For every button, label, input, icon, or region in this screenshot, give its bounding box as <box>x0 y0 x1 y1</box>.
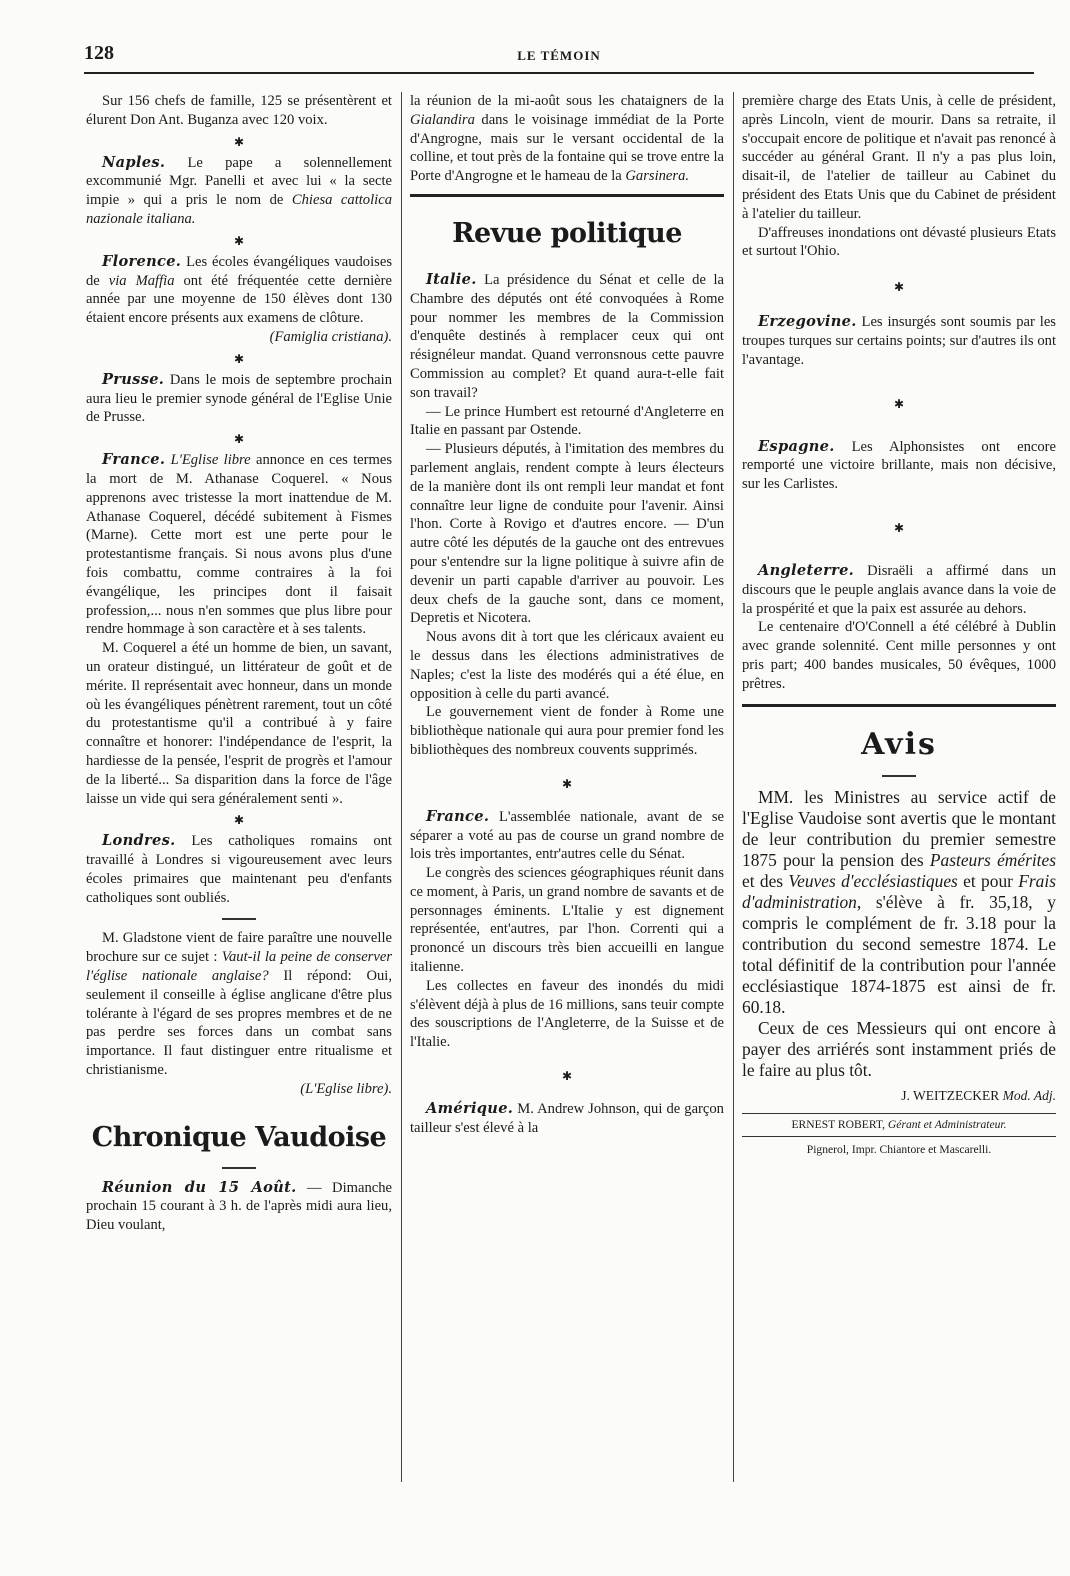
page-number: 128 <box>84 42 114 64</box>
separator-star: ✱ <box>233 813 245 828</box>
paragraph <box>742 787 1056 1018</box>
gerant-line <box>742 1113 1056 1136</box>
paragraph: Le congrès des sciences géographiques réunit dans ce moment, à Paris, un grand nombre de savants et de personnages éminents. L'Italie y est dignement représentée, ent'autres, par l'hon. Correnti qui a prononcé un discours très bien accueilli en langue italienne. <box>410 865 724 976</box>
news-item-londres <box>86 832 392 907</box>
text-italic: Garsinera. <box>625 168 690 185</box>
text-italic: Vaut-il la peine de conserver l'église nationale anglaise? <box>86 949 392 985</box>
paragraph: première charge des Etats Unis, à celle de président, après Lincoln, vient de mourir. Dans sa retraite, il s'occupait encore de politique et n'avait pas renoncé à succéder au général Grant. Il n'y a pas plus loin, disait-il, de l'atelier de tailleur au Cabinet du président des Etats Unis que du Cabinet de président à l'atelier du tailleur. <box>742 93 1056 222</box>
source-citation: (Famiglia cristiana). <box>269 328 392 345</box>
paragraph: D'affreuses inondations ont dévasté plusieurs Etats et surtout l'Ohio. <box>742 224 1056 260</box>
news-item-erzegovine <box>742 313 1056 369</box>
news-item-florence <box>86 253 392 328</box>
text: Les catholiques romains ont travaillé à Londres si vigoureusement avec leurs écoles primaires que maintenant peu d'enfants catholiques sont oubliés. <box>86 833 392 906</box>
rubric: Londres. <box>102 832 176 850</box>
column-3 <box>742 92 1056 1159</box>
separator-dash <box>742 769 1056 783</box>
separator-star: ✱ <box>561 776 573 791</box>
column-2 <box>410 92 724 1138</box>
signature-name: J. WEITZECKER <box>901 1087 1000 1103</box>
separator-star: ✱ <box>893 280 905 295</box>
rubric: Florence. <box>102 252 182 270</box>
rubric: Prusse. <box>102 370 165 388</box>
separator-star: ✱ <box>233 351 245 366</box>
section-heading: Chronique Vaudoise <box>91 1121 387 1153</box>
paragraph: Sur 156 chefs de famille, 125 se présentèrent et élurent Don Ant. Buganza avec 120 voix. <box>86 93 392 128</box>
paragraph: — Plusieurs députés, à l'imitation des membres du parlement anglais, rendent compte à leurs électeurs de la manière dont ils ont rempli leur mandat et font connaître leur ligne de conduite pour l'avenir. Ainsi l'hon. Corte à Rovigo et d'autres encore. — D'un autre côté les députés de la gauche ont des entrevues pour s'entendre sur la ligne politique à suivre afin de devenir un parti capable d'arriver au pouvoir. Les deux chefs de la gauche sont, dans ce moment, Depretis et Nicotera. <box>410 441 724 627</box>
rubric: Espagne. <box>758 437 835 455</box>
text: M. Gladstone vient de faire paraître une nouvelle brochure sur ce sujet : <box>86 930 392 966</box>
text: annonce en ces termes la mort de M. Athanase Coquerel. « Nous apprenons avec tristesse la mort inattendue de M. Athanase Coquerel, décédé subitement à Fismes (Marne). Cette mort est une perte pour le protestantisme français. Si nous avons plus d'une fois combattu, comme contraires à la foi évangélique, les principes dont il faisait profession,... nous n'en sommes que plus libre pour rendre hommage à son caractère et à ses talents. <box>86 452 393 638</box>
text-italic: Pasteurs émérites <box>929 849 1056 870</box>
paragraph: Le centenaire d'O'Connell a été célébré à Dublin avec grande solennité. Cent mille personnes y ont pris part; 400 bandes musicales, 50 évêques, 1000 prêtres. <box>742 619 1056 692</box>
text-italic: Frais d'administration <box>742 870 1056 912</box>
text: Les Alphonsistes ont encore remporté une victoire brillante, mais non décisive, sur les Carlistes. <box>742 438 1056 493</box>
paragraph: — Le prince Humbert est retourné d'Angleterre en Italie en passant par Ostende. <box>410 403 724 439</box>
text: Disraëli a affirmé dans un discours que le peuple anglais avance dans la voie de la prospérité et que la paix est assurée au dehors. <box>742 562 1056 617</box>
printer-line: Pignerol, Impr. Chiantore et Mascarelli. <box>742 1136 1056 1159</box>
paragraph: Le gouvernement vient de fonder à Rome une bibliothèque nationale qui aura pour premier fond les bibliothèques des nombreux couvents supprimés. <box>410 704 724 758</box>
paragraph: M. Coquerel a été un homme de bien, un savant, un orateur distingué, un littérateur de goût et de mérite. Il représentait avec honneur, dans un monde où les évangéliques pénètrent rarement, tout un côté du protestantisme qu'il a contribué à y faire connaître et honorer: l'indépendance de l'esprit, la hardiesse de la pensée, l'esprit de progrès et l'amour de la liberté... Sa disparition dans la force de l'âge laisse un vide qui sera généralement senti ». <box>86 640 392 807</box>
separator-star: ✱ <box>893 396 905 411</box>
news-item-italie <box>410 271 724 403</box>
text: — Dimanche prochain 15 courant à 3 h. de l'après midi aura lieu, Dieu voulant, <box>86 1179 393 1234</box>
news-item-naples <box>86 154 392 229</box>
text-italic: Gialandira <box>410 111 475 128</box>
gerant-name: ERNEST ROBERT, <box>791 1118 886 1132</box>
news-item-france <box>410 808 724 864</box>
column-divider <box>733 92 734 1482</box>
text: La présidence du Sénat et celle de la Chambre des députés ont été convoquées à Rome pour nommer les membres de la Commission d'enquête destinés à remplacer ceux qui ont résignéleur mandat. Quand verronsnous cette pauvre Commission au complet? Et quand aura-t-elle fait son travail? <box>410 271 724 401</box>
text: , s'élève à fr. 35,18, y compris le complément de fr. 3.18 pour la contribution du second semestre 1874. Le total définitif de la contribution pour l'année ecclésiastique 1874-1875 est ainsi de fr. 60.18. <box>742 891 1056 1017</box>
text: Il répond: Oui, seulement il conseille à église anglicane d'être plus tolérante à l'égard de ses propres membres et de ne pas perdre ses forces dans un combat sans importance. Il faut distinguer entre ritualisme et christianisme. <box>86 968 392 1079</box>
text: Les insurgés sont soumis par les troupes turques sur certains points; sur d'autres ils ont l'avantage. <box>742 314 1056 368</box>
section-heading: Revue politique <box>452 217 682 249</box>
signature-role: Mod. Adj. <box>1002 1087 1056 1103</box>
news-item-angleterre <box>742 562 1056 618</box>
paragraph: Nous avons dit à tort que les cléricaux avaient eu le dessus dans les élections administratives de Naples; c'est la liste des modérés qui a été élue, en opposition à celle du parti avancé. <box>410 629 724 702</box>
text: M. Andrew Johnson, qui de garçon tailleur s'est élevé à la <box>410 1101 724 1136</box>
column-divider <box>401 92 402 1482</box>
text-italic: via Maffia <box>108 272 175 289</box>
header-rule <box>84 72 1034 74</box>
rubric: France. <box>426 807 490 825</box>
news-item-amerique <box>410 1100 724 1138</box>
separator-star: ✱ <box>893 520 905 535</box>
page-header <box>84 42 1034 72</box>
paragraph: Ceux de ces Messieurs qui ont encore à payer des arriérés sont instamment priés de le faire au plus tôt. <box>742 1017 1056 1080</box>
text: L'assemblée nationale, avant de se séparer a voté au pas de course un grand nombre de lois très importantes, entr'autres celle du Sénat. <box>410 808 724 863</box>
column-1 <box>86 92 392 1235</box>
text: Le pape a solennellement excommunié Mgr. Panelli et avec lui « la secte impie » qui a pris le nom de <box>86 154 392 209</box>
news-item-prusse <box>86 371 392 427</box>
text: et des <box>742 870 784 891</box>
text: la réunion de la mi-août sous les chataigners de la <box>410 93 724 109</box>
paragraph: Les collectes en faveur des inondés du midi s'élèvent déjà à plus de 16 millions, sans teuir compte des souscriptions de l'Angleterre, de la Suisse et de l'Italie. <box>410 977 724 1051</box>
newspaper-title: LE TÉMOIN <box>517 48 601 63</box>
rubric: France. <box>102 451 166 469</box>
rubric: Réunion du 15 Août. <box>102 1178 297 1196</box>
gerant-role: Gérant et Administrateur. <box>887 1118 1007 1132</box>
text: ont été fréquentée cette dernière année par une moyenne de 150 élèves dont 130 étaient encore présents aux examens de clôture. <box>86 272 392 327</box>
text-italic: L'Eglise libre <box>170 452 251 469</box>
rubric: Amérique. <box>426 1100 514 1118</box>
news-item-france <box>86 451 392 639</box>
news-item-reunion <box>86 1179 392 1235</box>
text: dans le voisinage immédiat de la Porte d'Angrogne, mais sur le versant occidental de la colline, et tout près de la fontaine qui se trove entre la Porte d'Angrogne et le hameau de la <box>410 111 724 185</box>
separator-dash <box>86 1161 392 1175</box>
rubric: Italie. <box>426 270 477 288</box>
section-rule <box>742 704 1056 707</box>
rubric: Erzegovine. <box>758 313 857 331</box>
paragraph <box>86 929 392 1079</box>
source-citation: (L'Eglise libre). <box>300 1080 392 1097</box>
text: et pour <box>963 870 1013 891</box>
separator-star: ✱ <box>561 1069 573 1084</box>
rubric: Angleterre. <box>758 561 855 579</box>
text-italic: Veuves d'ecclésiastiques <box>788 870 958 891</box>
text: MM. les Ministres au service actif de l'Eglise Vaudoise sont avertis que le montant de leur contribution du premier semestre 1875 pour la pension des <box>742 786 1056 870</box>
text: Dans le mois de septembre prochain aura lieu le premier synode général de l'Eglise Unie de Prusse. <box>86 371 392 426</box>
separator-star: ✱ <box>233 432 245 447</box>
text-italic: Chiesa cattolica nazionale italiana. <box>86 192 392 227</box>
rubric: Naples. <box>102 153 166 171</box>
news-item-espagne <box>742 438 1056 494</box>
separator-star: ✱ <box>233 233 245 248</box>
signature <box>742 1087 1056 1106</box>
notice-body <box>742 787 1056 1081</box>
notice-title: Avis <box>861 726 937 762</box>
section-rule <box>410 194 724 197</box>
text: Les écoles évangéliques vaudoises de <box>86 253 392 289</box>
separator-star: ✱ <box>233 134 245 149</box>
separator-dash <box>86 911 392 925</box>
paragraph <box>410 92 724 186</box>
